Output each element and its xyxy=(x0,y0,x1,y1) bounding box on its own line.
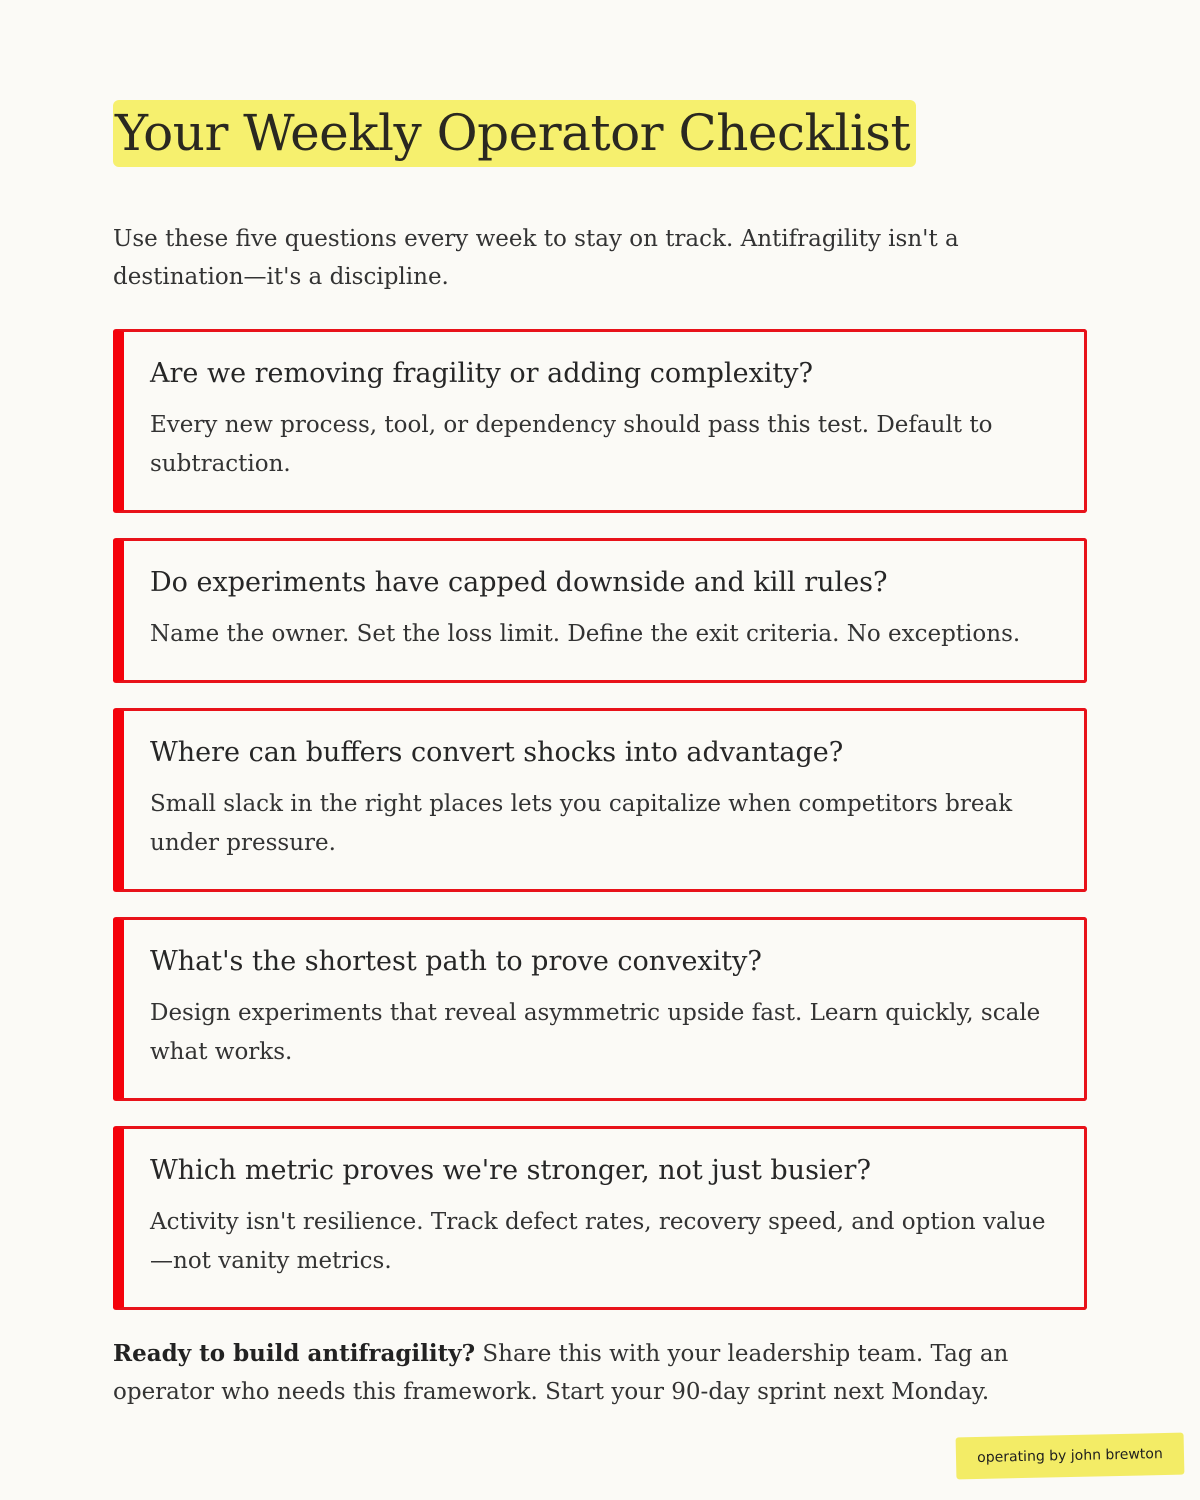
checklist-answer: Name the owner. Set the loss limit. Define the exit criteria. No exceptions. xyxy=(150,621,1021,647)
author-badge: operating by john brewton xyxy=(956,1433,1185,1480)
checklist-card xyxy=(113,1126,1087,1310)
checklist-question: Where can buffers convert shocks into advantage? xyxy=(150,737,844,768)
checklist-card xyxy=(113,708,1087,892)
checklist-card xyxy=(113,538,1087,683)
checklist-answer: Small slack in the right places lets you capitalize when competitors break under pressure. xyxy=(150,791,1013,856)
checklist-question: What's the shortest path to prove convexity? xyxy=(150,946,762,977)
cta-bold: Ready to build antifragility? xyxy=(113,1340,476,1367)
checklist xyxy=(113,329,1087,1310)
checklist-answer: Activity isn't resilience. Track defect rates, recovery speed, and option value—not vanity metrics. xyxy=(150,1209,1046,1274)
checklist-page xyxy=(113,100,1087,1411)
checklist-answer: Every new process, tool, or dependency should pass this test. Default to subtraction. xyxy=(150,412,993,477)
checklist-question: Do experiments have capped downside and kill rules? xyxy=(150,567,888,598)
checklist-answer: Design experiments that reveal asymmetric upside fast. Learn quickly, scale what works. xyxy=(150,1000,1041,1065)
page-title: Your Weekly Operator Checklist xyxy=(115,104,911,162)
call-to-action xyxy=(113,1335,1087,1411)
cta-text: Share this with your leadership team. Tag an operator who needs this framework. Start your 90-day sprint next Monday. xyxy=(113,1341,1009,1405)
checklist-card xyxy=(113,917,1087,1101)
checklist-question: Are we removing fragility or adding complexity? xyxy=(150,358,814,389)
title-highlight xyxy=(113,100,916,167)
checklist-question: Which metric proves we're stronger, not just busier? xyxy=(150,1155,871,1186)
checklist-card xyxy=(113,329,1087,513)
intro-text: Use these five questions every week to stay on track. Antifragility isn't a destination—it's a discipline. xyxy=(113,226,959,290)
